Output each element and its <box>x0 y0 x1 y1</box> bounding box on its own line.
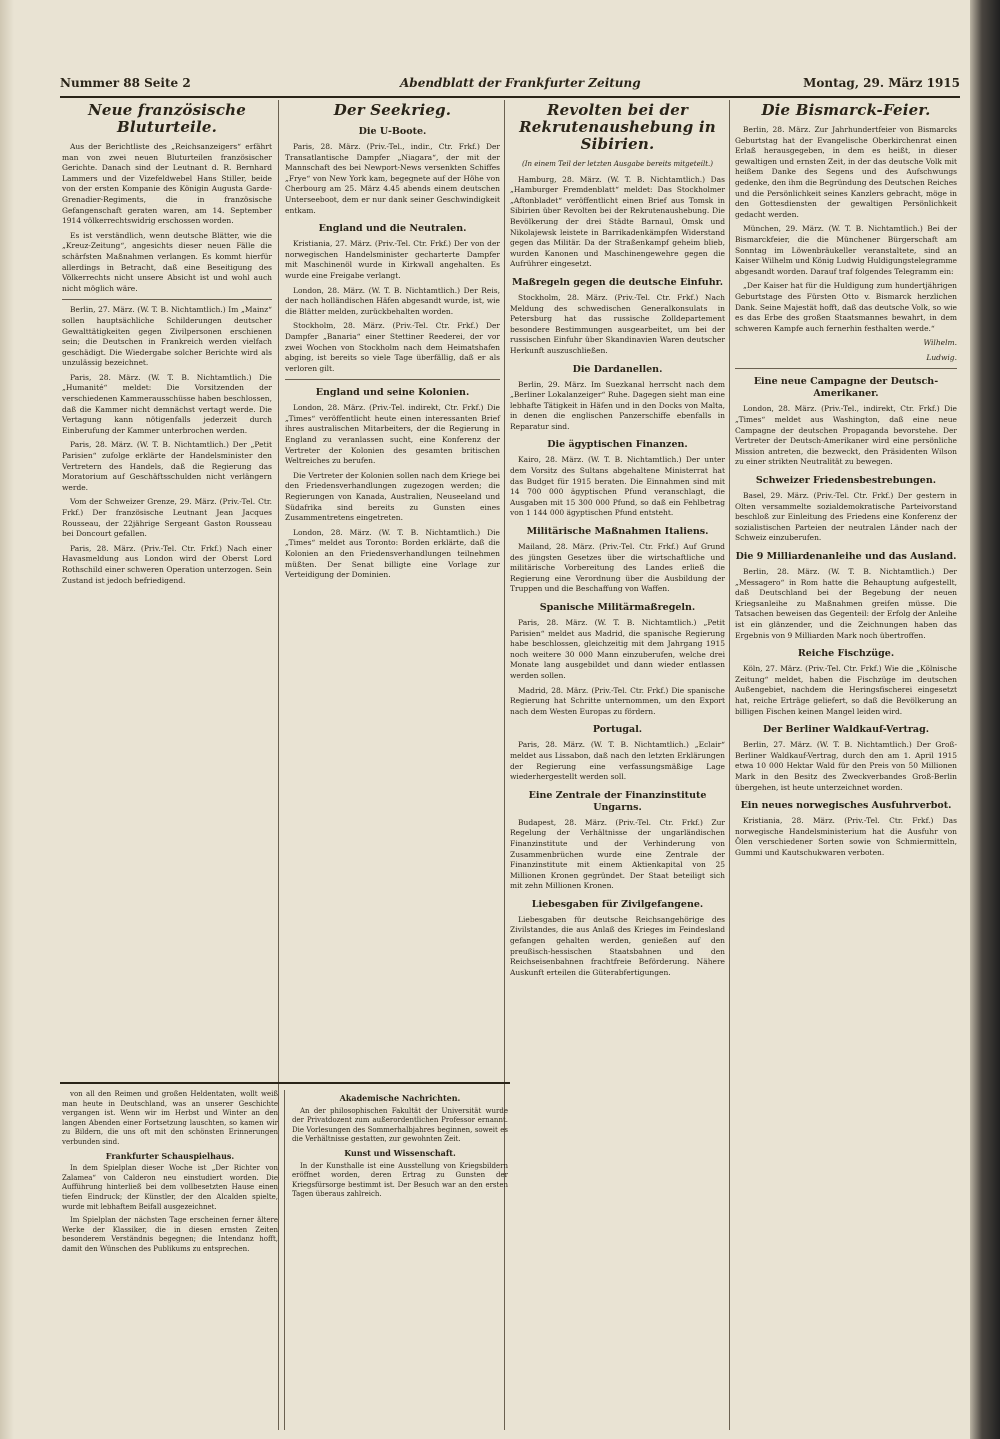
issue-date: Montag, 29. März 1915 <box>803 76 960 90</box>
article-paragraph: „Der Kaiser hat für die Huldigung zum hundertjährigen Geburtstage des Fürsten Otto v. Bismarck herzlichen Dank. Seine Majestät hofft, daß das deutsche Volk, so wie es das Erbe des großen Staatsmannes bewahrt, in dem schweren Kampfe auch fernerhin festhalten werde.“ <box>735 281 957 333</box>
feuilleton-section <box>60 1082 510 1434</box>
subheading: England und die Neutralen. <box>318 223 467 235</box>
article-paragraph: Liebesgaben für deutsche Reichsangehörige des Zivilstandes, die aus Anlaß des Krieges im Feindesland gefangen gehalten werden, genießen auf den preußisch-hessischen Staatsbahnen und den Reichseisenbahnen frachtfreie Beförderung. Nähere Auskunft erteilen die Güterabfertigungen. <box>510 914 725 977</box>
article-paragraph: Aus der Berichtliste des „Reichsanzeigers“ erfährt man von zwei neuen Bluturteilen französischer Gerichte. Danach sind der Leutnant d. R. Bernhard Lammers und der Vizefeldwebel Hans Stiller, beide von der ersten Kompanie des Königin Augusta Garde-Grenadier-Regiments, die in französische Gefangenschaft geraten waren, am 14. September 1914 völkerrechtswidrig erschossen worden. <box>62 142 272 226</box>
article-paragraph: Paris, 28. März. (W. T. B. Nichtamtlich.) Die „Humanité“ meldet: Die Vorsitzenden der verschiedenen Kammerausschüsse haben beschlossen, daß die Kammer nicht demnächst vertagt werde. Die Vertagung kann nötigenfalls jederzeit durch Einberufung der Kammer unterbrochen werden. <box>62 372 272 435</box>
article-paragraph: Berlin, 28. März. Zur Jahrhundertfeier von Bismarcks Geburtstag hat der Evangelische Oberkirchenrat einen Erlaß herausgegeben, in dem es heißt, in dieser gewaltigen und ernsten Zeit, in der das deutsche Volk mit heißem Danke des Segens und des Aufschwungs gedenke, den ihm die Begründung des Deutschen Reiches und die Persönlichkeit seines Kanzlers gebracht, möge in den Gottesdiensten der gewaltigen Persönlichkeit gedacht werden. <box>735 125 958 219</box>
subheading: Die U-Boote. <box>358 126 427 137</box>
article-paragraph: Vom der Schweizer Grenze, 29. März. (Priv.-Tel. Ctr. Frkf.) Der französische Leutnant Jean Jacques Rousseau, der 22jährige Sergeant Gaston Rousseau bei Doncourt gefallen. <box>62 497 272 539</box>
subheading: Ein neues norwegisches Ausfuhrverbot. <box>740 800 952 812</box>
column-4 <box>735 100 957 862</box>
issue-number: Nummer 88 Seite 2 <box>60 76 191 90</box>
feuilleton-column-1 <box>62 1090 278 1259</box>
feuilleton-paragraph: Im Spielplan der nächsten Tage erscheinen ferner ältere Werke der Klassiker, die in diesen ernsten Zeiten besonderem Verständnis begegnen; die Intendanz hofft, damit den Wünschen des Publikums zu entsprechen. <box>62 1216 278 1253</box>
subheading: Portugal. <box>592 724 643 736</box>
column-rule <box>729 100 730 1430</box>
divider <box>62 299 272 300</box>
subheading: Reiche Fischzüge. <box>797 648 895 660</box>
article-paragraph: Mailand, 28. März. (Priv.-Tel. Ctr. Frkf.) Auf Grund des jüngsten Gesetzes über die wirtschaftliche und militärische Vorbereitung des Landes erließ die Regierung eine Verordnung über die Ausbildung der Truppen und die Beschaffung von Waffen. <box>510 542 725 594</box>
article-paragraph: Paris, 28. März. (W. T. B. Nichtamtlich.) Der „Petit Parisien“ zufolge erklärte der Handelsminister den Vertretern des Handels, daß die Regierung das Moratorium auf Geschäftsschulden nicht verlängern werde. <box>62 440 272 492</box>
article-paragraph: Paris, 28. März. (W. T. B. Nichtamtlich.) „Eclair“ meldet aus Lissabon, daß nach den letzten Erklärungen der Regierung eine verfassungsmäßige Lage wiederhergestellt werden soll. <box>510 740 725 782</box>
article-paragraph: Basel, 29. März. (Priv.-Tel. Ctr. Frkf.) Der gestern in Olten versammelte sozialdemokratische Parteivorstand beschloß zur Einleitung des Friedens eine Konferenz der sozialistischen Parteien der neutralen Länder nach der Schweiz einzuberufen. <box>735 491 957 543</box>
subheading: Militärische Maßnahmen Italiens. <box>526 526 709 538</box>
article-paragraph: Madrid, 28. März. (Priv.-Tel. Ctr. Frkf.) Die spanische Regierung hat Schritte unternommen, um den Export nach dem Westen Europas zu fördern. <box>510 685 725 716</box>
page-gutter <box>0 0 14 1439</box>
column-3 <box>510 100 725 982</box>
subheading: Die Dardanellen. <box>572 363 663 375</box>
signature: Ludwig. <box>926 352 957 362</box>
subheading: Maßregeln gegen die deutsche Einfuhr. <box>511 276 724 288</box>
article-paragraph: Berlin, 29. März. Im Suezkanal herrscht nach dem „Berliner Lokalanzeiger“ Ruhe. Dagegen sieht man eine lebhafte Tätigkeit in Häfen und in den Docks von Malta, in denen die englischen Panzerschiffe ebenfalls in Reparatur sind. <box>510 379 725 431</box>
feuilleton-paragraph: An der philosophischen Fakultät der Universität wurde der Privatdozent zum außerordentlichen Professor ernannt. Die Vorlesungen des Sommerhalbjahres beginnen, soweit es die Verhältnisse gestatten, zur gewohnten Zeit. <box>292 1106 508 1144</box>
feuilleton-paragraph: von all den Reimen und großen Heldentaten, wollt weiß man heute in Deutschland, was an unserer Geschichte vergangen ist. Wenn wir im Herbst und Winter an den langen Abenden einer Fortsetzung lauschten, so kamen wir zu Bildern, die uns oft mit den schönsten Erinnerungen verbunden sind. <box>62 1090 278 1146</box>
subheading: Spanische Militärmaßregeln. <box>539 602 696 613</box>
article-paragraph: Budapest, 28. März. (Priv.-Tel. Ctr. Frkf.) Zur Regelung der Verhältnisse der ungarländischen Finanzinstitute und der Verhinderung von Zusammenbrüchen wurde eine Zentrale der Finanzinstitute mit einem Aktienkapital von 25 Millionen Kronen gegründet. Der Staat beteiligt sich mit zehn Millionen Kronen. <box>510 817 725 891</box>
feuilleton-title: Frankfurter Schauspielhaus. <box>105 1150 235 1161</box>
subheading: Eine neue Campagne der Deutsch-Amerikaner. <box>753 376 939 400</box>
article-paragraph: München, 29. März. (W. T. B. Nichtamtlich.) Bei der Bismarckfeier, die die Münchener Bürgerschaft am Sonntag im Löwenbräukeller veranstaltete, sind an Kaiser Wilhelm und König Ludwig Huldigungstelegramme abgesandt worden. Darauf traf folgendes Telegramm ein: <box>735 224 957 276</box>
article-paragraph: Kristiania, 27. März. (Priv.-Tel. Ctr. Frkf.) Der von der norwegischen Handelsminister gecharterte Dampfer mit Maschinenöl wurde in Kirkwall angehalten. Es wurde eine Freigabe verlangt. <box>285 239 500 280</box>
article-paragraph: Kairo, 28. März. (W. T. B. Nichtamtlich.) Der unter dem Vorsitz des Sultans abgehaltene Ministerrat hat das Budget für 1915 beraten. Die Einnahmen sind mit 14 700 000 ägyptischen Pfund veranschlagt, die Ausgaben mit 15 300 000 Pfund, so daß ein Fehlbetrag von 1 144 000 ägyptischen Pfund entsteht. <box>510 455 725 518</box>
article-paragraph: Stockholm, 28. März. (Priv.-Tel. Ctr. Frkf.) Nach Meldung des schwedischen Generalkonsulats in Petersburg hat das russische Zolldepartement besondere Bestimmungen ausgearbeitet, um bei der russischen Einfuhr über Skandinavien Waren deutscher Herkunft auszuschließen. <box>510 292 725 355</box>
article-paragraph: Köln, 27. März. (Priv.-Tel. Ctr. Frkf.) Wie die „Kölnische Zeitung“ meldet, haben die Fischzüge im deutschen Außengebiet, nachdem die Heringsfischerei eingesetzt hat, reiche Erträge geliefert, so daß die Bevölkerung an billigen Fischen keinen Mangel leiden wird. <box>735 664 957 716</box>
article-paragraph: London, 28. März. (W. T. B. Nichtamtlich.) Die „Times“ meldet aus Toronto: Borden erklärte, daß die Kolonien an den Friedensverhandlungen teilnehmen müßten. Der Senat billigte eine Vorlage zur Verteidigung der Dominien. <box>285 527 500 580</box>
feuilleton-paragraph: In dem Spielplan dieser Woche ist „Der Richter von Zalamea“ von Calderon neu einstudiert worden. Die Aufführung hinterließ bei dem vollbesetzten Hause einen tiefen Eindruck; der Künstler, der den Alcalden spielte, wurde mit lebhaftem Beifall ausgezeichnet. <box>62 1164 278 1211</box>
headline-revolten: Revolten bei der Rekrutenaushebung in Sibirien. <box>519 101 716 153</box>
feuilleton-paragraph: In der Kunsthalle ist eine Ausstellung von Kriegsbildern eröffnet worden, deren Ertrag zu Gunsten der Kriegsfürsorge bestimmt ist. Der Besuch war an den ersten Tagen überaus zahlreich. <box>292 1161 508 1199</box>
article-paragraph: London, 28. März. (Priv.-Tel., indirekt, Ctr. Frkf.) Die „Times“ meldet aus Washington, daß eine neue Campagne der deutschen Propaganda bevorstehe. Der Vertreter der Deutsch-Amerikaner wird eine persönliche Mission antreten, die bezweckt, den Präsidenten Wilson zu einer strikten Neutralität zu bewegen. <box>735 404 957 467</box>
column-1 <box>62 100 272 590</box>
subheading: Liebesgaben für Zivilgefangene. <box>531 898 704 910</box>
feuilleton-column-2 <box>292 1090 508 1204</box>
article-paragraph: Berlin, 27. März. (W. T. B. Nichtamtlich.) Der Groß-Berliner Waldkauf-Vertrag, durch den am 1. April 1915 etwa 10 000 Hektar Wald für den Preis von 50 Millionen Mark in den Besitz des Zweckverbandes Groß-Berlin übergehen, ist heute unterzeichnet worden. <box>735 740 957 792</box>
article-paragraph: London, 28. März. (Priv.-Tel. indirekt, Ctr. Frkf.) Die „Times“ veröffentlicht heute einen interessanten Brief ihres australischen Mitarbeiters, der die Regierung in England zu veranlassen sucht, eine Konferenz der Vertreter der Kolonien des gesamten britischen Weltreiches zu berufen. <box>285 403 500 466</box>
article-paragraph: Paris, 28. März. (Priv.-Tel. Ctr. Frkf.) Nach einer Havasmeldung aus London wird der Oberst Lord Rothschild einer schweren Operation unterzogen. Sein Zustand ist jedoch befriedigend. <box>62 543 272 585</box>
feuilleton-title: Akademische Nachrichten. <box>339 1093 461 1103</box>
headline-bluturteile: Neue französische Bluturteile. <box>88 101 246 136</box>
subheading: Die ägyptischen Finanzen. <box>547 439 688 451</box>
article-paragraph: Kristiania, 28. März. (Priv.-Tel. Ctr. Frkf.) Das norwegische Handelsministerium hat die Ausfuhr von Ölen verschiedener Sorten sowie von Schmiermitteln, Gummi und Kautschukwaren verboten. <box>735 816 957 857</box>
subheading: Der Berliner Waldkauf-Vertrag. <box>762 724 930 736</box>
editorial-note: (In einem Teil der letzten Ausgabe bereits mitgeteilt.) <box>521 160 714 168</box>
article-paragraph: Es ist verständlich, wenn deutsche Blätter, wie die „Kreuz-Zeitung“, angesichts dieser neuen Fälle die schärfsten Maßnahmen verlangen. Es kommt hierfür allerdings in Betracht, daß eine Beseitigung des Völkerrechts nicht unsere Absicht ist und wohl auch nicht möglich wäre. <box>62 230 272 293</box>
divider <box>285 379 500 380</box>
signature: Wilhelm. <box>923 338 957 348</box>
article-paragraph: Stockholm, 28. März. (Priv.-Tel. Ctr. Frkf.) Der Dampfer „Banaria“ einer Stettiner Reederei, der vor zwei Wochen von Stockholm nach dem Heimatshafen abging, ist bereits so viele Tage überfällig, daß er als verloren gilt. <box>285 321 500 373</box>
masthead <box>60 72 960 98</box>
feuilleton-title: Kunst und Wissenschaft. <box>344 1147 456 1158</box>
article-paragraph: Paris, 28. März. (Priv.-Tel., indir., Ctr. Frkf.) Der Transatlantische Dampfer „Niagara“, der mit der Mannschaft des bei Newport-News versenkten Schiffes „Frye“ von New York kam, begegnete auf der Höhe von Cherbourg am 25. März 4.45 abends einem deutschen Unterseeboot, dem er nur dank seiner Geschwindigkeit entkam. <box>285 142 500 215</box>
subheading: England und seine Kolonien. <box>315 387 470 399</box>
book-binding <box>970 0 1000 1439</box>
article-paragraph: London, 28. März. (W. T. B. Nichtamtlich.) Der Reis, der nach holländischen Häfen abgesandt wurde, ist, wie die Blätter melden, zurückbehalten worden. <box>285 285 500 316</box>
subheading: Eine Zentrale der Finanzinstitute Ungarns. <box>528 789 707 813</box>
article-paragraph: Die Vertreter der Kolonien sollen nach dem Kriege bei den Friedensverhandlungen zugezogen werden; die Regierungen von Kanada, Australien, Neuseeland und Südafrika sind bereits zu Gunsten eines Zusammentretens eingetreten. <box>285 470 500 523</box>
column-2 <box>285 100 500 585</box>
newspaper-title: Abendblatt der Frankfurter Zeitung <box>400 76 641 90</box>
subheading: Die 9 Milliardenanleihe und das Ausland. <box>735 551 957 562</box>
headline-seekrieg: Der Seekrieg. <box>333 101 452 119</box>
divider <box>735 368 957 369</box>
article-paragraph: Berlin, 27. März. (W. T. B. Nichtamtlich.) Im „Mainz“ sollen hauptsächliche Schilderungen deutscher Gewalttätigkeiten gegen Zivilpersonen erschienen sein; die Deutschen in Frankreich werden vielfach geschädigt. Die Wiedergabe solcher Berichte wird als unzulässig bezeichnet. <box>62 305 272 368</box>
article-paragraph: Berlin, 28. März. (W. T. B. Nichtamtlich.) Der „Messagero“ in Rom hatte die Behauptung aufgestellt, daß Deutschland bei der Begebung der neuen Kriegsanleihe zu Maßnahmen greifen müsse. Die Tatsachen beweisen das Gegenteil: der Erfolg der Anleihe ist ein glänzender, und die Zeichnungen haben das Ergebnis von 9 Milliarden Mark noch übertroffen. <box>735 567 957 640</box>
column-rule <box>284 1090 285 1430</box>
subheading: Schweizer Friedensbestrebungen. <box>755 475 937 487</box>
headline-bismarck-feier: Die Bismarck-Feier. <box>761 101 931 119</box>
article-paragraph: Paris, 28. März. (W. T. B. Nichtamtlich.) „Petit Parisien“ meldet aus Madrid, die spanische Regierung habe beschlossen, gleichzeitig mit dem Jahrgang 1915 noch weitere 30 000 Mann einzuberufen, welche drei Monate lang ausgebildet und dann wieder entlassen werden sollen. <box>510 618 725 680</box>
article-paragraph: Hamburg, 28. März. (W. T. B. Nichtamtlich.) Das „Hamburger Fremdenblatt“ meldet: Das Stockholmer „Aftonbladet“ veröffentlicht einen Brief aus Tomsk in Sibirien über Revolten bei der Rekrutenaushebung. Die Bevölkerung der drei Städte Barnaul, Omsk und Nikolajewsk leistete in Barrikadenkämpfen Widerstand gegen das Militär. Da der Straßenkampf geheim blieb, wurden Kanonen und Maschinengewehre gegen die Aufrührer eingesetzt. <box>510 174 725 269</box>
